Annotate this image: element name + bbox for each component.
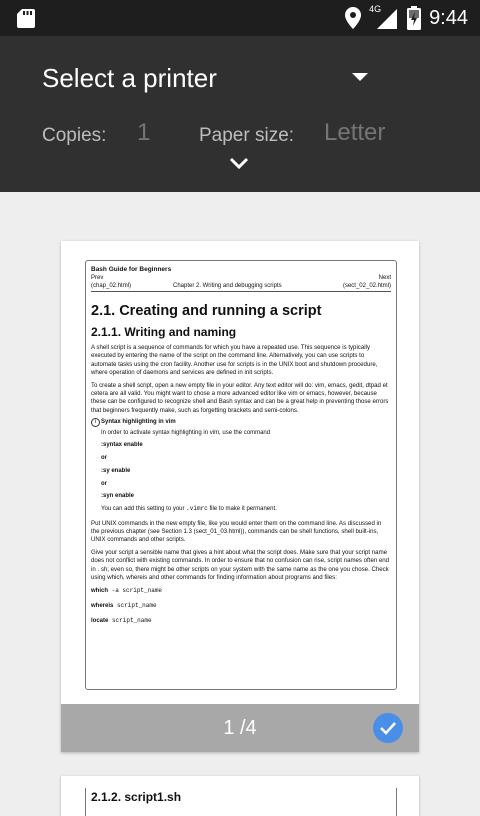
note-text: You can add this setting to your [101,505,187,512]
doc-next-link: (sect_02_02.html) [342,283,391,289]
note-line: or [101,480,107,487]
page-thumbnail [85,260,397,690]
note-line: :sy enable [101,467,131,474]
cmd-args: -a script_name [108,586,163,594]
check-icon[interactable] [373,713,403,743]
doc-note [91,418,391,515]
location-icon [345,7,361,29]
cmd-keyword: which [91,587,109,594]
page-thumbnail [85,788,397,816]
doc-heading-2: 2.1.1. Writing and naming [91,325,237,339]
doc-prev-link: (chap_02.html) [91,283,132,289]
doc-nav-row [91,274,391,282]
note-line: or [101,455,107,462]
doc-nav-prev: Prev [91,275,104,281]
note-text: file to make it permanent. [207,505,277,512]
note-line: In order to activate syntax highlighting in vim, use the command [101,429,271,436]
print-options-header [0,36,480,192]
doc-command [91,584,391,598]
doc-paragraph: Give your script a sensible name that gives a hint about what the script does. Make sure that your script name does not conflict with existing commands. In order to ensure that no confusion can rise, script names often end in . sh; even so, there might be other scripts on your system with the same name as the one you chose. Check using which, whereis and other commands for finding information about programs and files: [91,548,390,582]
battery-icon [407,6,421,30]
cmd-args: script_name [113,601,157,609]
cmd-keyword: locate [91,617,109,624]
page-preview-card[interactable] [61,776,419,816]
sd-card-icon [17,9,35,28]
page-bar [61,704,419,752]
signal-icon [369,7,399,29]
cmd-args: script_name [108,616,152,624]
dropdown-arrow-icon [352,73,368,81]
paper-size-label: Paper size: [199,125,295,146]
paper-size-select[interactable]: Letter [324,119,386,146]
document-content [91,266,391,628]
doc-paragraph: Put UNIX commands in the new empty file, like you would enter them on the command line. As discussed in the previous chapter (see Section 1.3 (sect_01_03.html)), commands can be shell functions, shell built-ins, UNIX commands and other scripts. [91,519,382,544]
doc-paragraph: A shell script is a sequence of commands for which you have a repeated use. This sequence is typically executed by entering the name of the script on the command line. Alternatively, you can use scripts to automate tasks using the cron facility. Another use for scripts is in the UNIX boot and shutdown procedure, where operation of daemons and services are defined in init scripts. [91,344,378,377]
status-bar [0,0,480,36]
chevron-down-icon[interactable] [229,157,249,169]
cmd-keyword: whereis [91,602,114,609]
page-number: 1 /4 [223,717,257,739]
doc-command [91,614,391,628]
doc-heading-1: 2.1. Creating and running a script [91,303,322,319]
doc-command [91,599,391,613]
clock: 9:44 [429,6,468,29]
doc-paragraph: To create a shell script, open a new empty file in your editor. Any text editor will do: vim, emacs, gedit, dtpad et cetera are all valid. You might want to chose a more advanced editor like vim or emacs, however, because these can be configured to recognize shell and Bash syntax and can be a great help in preventing those errors that beginners frequently make, such as forgetting brackets and semi-colons. [91,381,389,414]
network-type: 4G [369,4,382,14]
info-icon: i [91,418,100,427]
note-file: .vimrc [186,504,208,512]
doc-nav-next: Next [378,275,391,281]
printer-label: Select a printer [42,63,217,93]
printer-dropdown[interactable] [42,61,382,101]
doc-heading-3: 2.1.2. script1.sh [91,790,182,804]
signal-indicator [369,4,399,29]
copies-label: Copies: [42,125,107,146]
copies-input[interactable]: 1 [137,119,151,146]
doc-header-title: Bash Guide for Beginners [91,266,172,273]
doc-chapter-title: Chapter 2. Writing and debugging scripts [173,283,282,289]
note-line: :syn enable [101,493,135,500]
doc-nav-links [91,282,391,292]
note-line: :syntax enable [101,442,143,449]
page-preview-card[interactable] [61,241,419,752]
note-title: Syntax highlighting in vim [101,419,176,426]
note-line [101,503,391,516]
